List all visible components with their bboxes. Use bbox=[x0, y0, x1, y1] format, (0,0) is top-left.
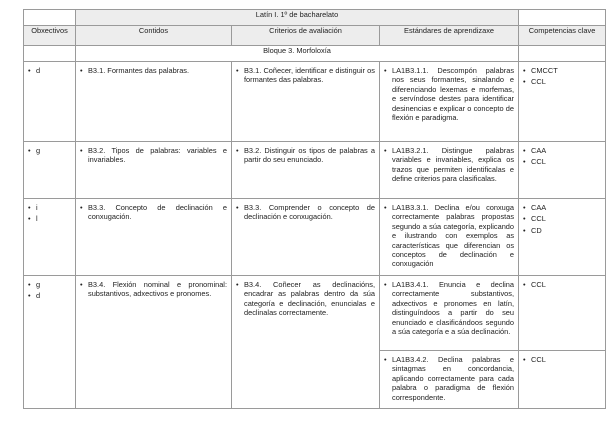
objective-item: • l bbox=[28, 214, 71, 223]
column-header-row bbox=[24, 26, 606, 46]
standard-cell bbox=[380, 351, 519, 409]
curriculum-table bbox=[23, 9, 606, 409]
objective-item: • i bbox=[28, 203, 71, 212]
header-contidos: Contidos bbox=[76, 26, 232, 46]
content-item: • B3.2. Tipos de palabras: variables e invariables. bbox=[80, 146, 227, 165]
header-estandares: Estándares de aprendizaxe bbox=[380, 26, 519, 46]
criterion-cell bbox=[232, 199, 380, 276]
competency-item: • CCL bbox=[523, 280, 601, 289]
competencies-cell bbox=[519, 62, 606, 142]
criterion-cell bbox=[232, 62, 380, 142]
objective-item: • d bbox=[28, 291, 71, 300]
criterion-cell bbox=[232, 142, 380, 199]
content-cell bbox=[76, 142, 232, 199]
content-item: • B3.1. Formantes das palabras. bbox=[80, 66, 227, 75]
block-row bbox=[24, 46, 606, 62]
objectives-cell bbox=[24, 199, 76, 276]
standard-cell bbox=[380, 62, 519, 142]
standard-item: • LA1B3.4.1. Enuncia e declina correctamente substantivos, adxectivos e pronomes en latín, distinguíndoos a partir do seu enunciado e clasificándoos segundo a súa categoría e a súa declinación. bbox=[384, 280, 514, 336]
content-cell bbox=[76, 276, 232, 409]
standard-item: • LA1B3.4.2. Declina palabras e sintagmas en concordancia, aplicando correctamente para cada palabra o paradigma de flexión correspondente. bbox=[384, 355, 514, 402]
table-row bbox=[24, 276, 606, 351]
competency-item: • CD bbox=[523, 226, 601, 235]
block-blank-cell bbox=[24, 46, 76, 62]
standard-cell bbox=[380, 199, 519, 276]
criterion-item: • B3.4. Coñecer as declinacións, encadrar as palabras dentro da súa categoría e declinación, enuncialas e declinalas correctamente. bbox=[236, 280, 375, 318]
competencies-cell bbox=[519, 142, 606, 199]
objectives-cell bbox=[24, 62, 76, 142]
title-blank-cell bbox=[519, 10, 606, 26]
objectives-cell bbox=[24, 142, 76, 199]
header-obxectivos: Obxectivos bbox=[24, 26, 76, 46]
block-blank-cell bbox=[519, 46, 606, 62]
header-competencias: Competencias clave bbox=[519, 26, 606, 46]
table-row bbox=[24, 199, 606, 276]
criterion-item: • B3.3. Comprender o concepto de declinación e conxugación. bbox=[236, 203, 375, 222]
standard-item: • LA1B3.3.1. Declina e/ou conxuga correctamente palabras propostas segundo a súa categoría, explicando e ilustrando con exemplos as características que diferencian os conceptos de declinación e conxugación bbox=[384, 203, 514, 269]
competency-item: • CMCCT bbox=[523, 66, 601, 75]
table-title: Latín I. 1º de bacharelato bbox=[76, 10, 519, 26]
table-row bbox=[24, 62, 606, 142]
competency-item: • CCL bbox=[523, 157, 601, 166]
criterion-item: • B3.2. Distinguir os tipos de palabras a partir do seu enunciado. bbox=[236, 146, 375, 165]
competencies-cell bbox=[519, 276, 606, 351]
criterion-cell bbox=[232, 276, 380, 409]
competency-item: • CCL bbox=[523, 214, 601, 223]
competencies-cell bbox=[519, 199, 606, 276]
objective-item: • g bbox=[28, 146, 71, 155]
content-cell bbox=[76, 199, 232, 276]
competency-item: • CCL bbox=[523, 77, 601, 86]
competency-item: • CCL bbox=[523, 355, 601, 364]
competency-item: • CAA bbox=[523, 203, 601, 212]
header-criterios: Criterios de avaliación bbox=[232, 26, 380, 46]
competencies-cell bbox=[519, 351, 606, 409]
standard-cell bbox=[380, 276, 519, 351]
content-item: • B3.3. Concepto de declinación e conxugación. bbox=[80, 203, 227, 222]
standard-item: • LA1B3.1.1. Descompón palabras nos seus formantes, sinalando e diferenciando lexemas e morfemas, e servíndose destes para identificar desinencias e explicar o concepto de flexión e paradigma. bbox=[384, 66, 514, 122]
title-blank-cell bbox=[24, 10, 76, 26]
block-title: Bloque 3. Morfoloxía bbox=[76, 46, 519, 62]
criterion-item: • B3.1. Coñecer, identificar e distinguir os formantes das palabras. bbox=[236, 66, 375, 85]
content-item: • B3.4. Flexión nominal e pronominal: substantivos, adxectivos e pronomes. bbox=[80, 280, 227, 299]
standard-cell bbox=[380, 142, 519, 199]
content-cell bbox=[76, 62, 232, 142]
objectives-cell bbox=[24, 276, 76, 409]
standard-item: • LA1B3.2.1. Distingue palabras variables e invariables, explica os trazos que permiten identificalas e define criterios para clasificalas. bbox=[384, 146, 514, 184]
objective-item: • g bbox=[28, 280, 71, 289]
table-title-row bbox=[24, 10, 606, 26]
objective-item: • d bbox=[28, 66, 71, 75]
competency-item: • CAA bbox=[523, 146, 601, 155]
table-row bbox=[24, 142, 606, 199]
